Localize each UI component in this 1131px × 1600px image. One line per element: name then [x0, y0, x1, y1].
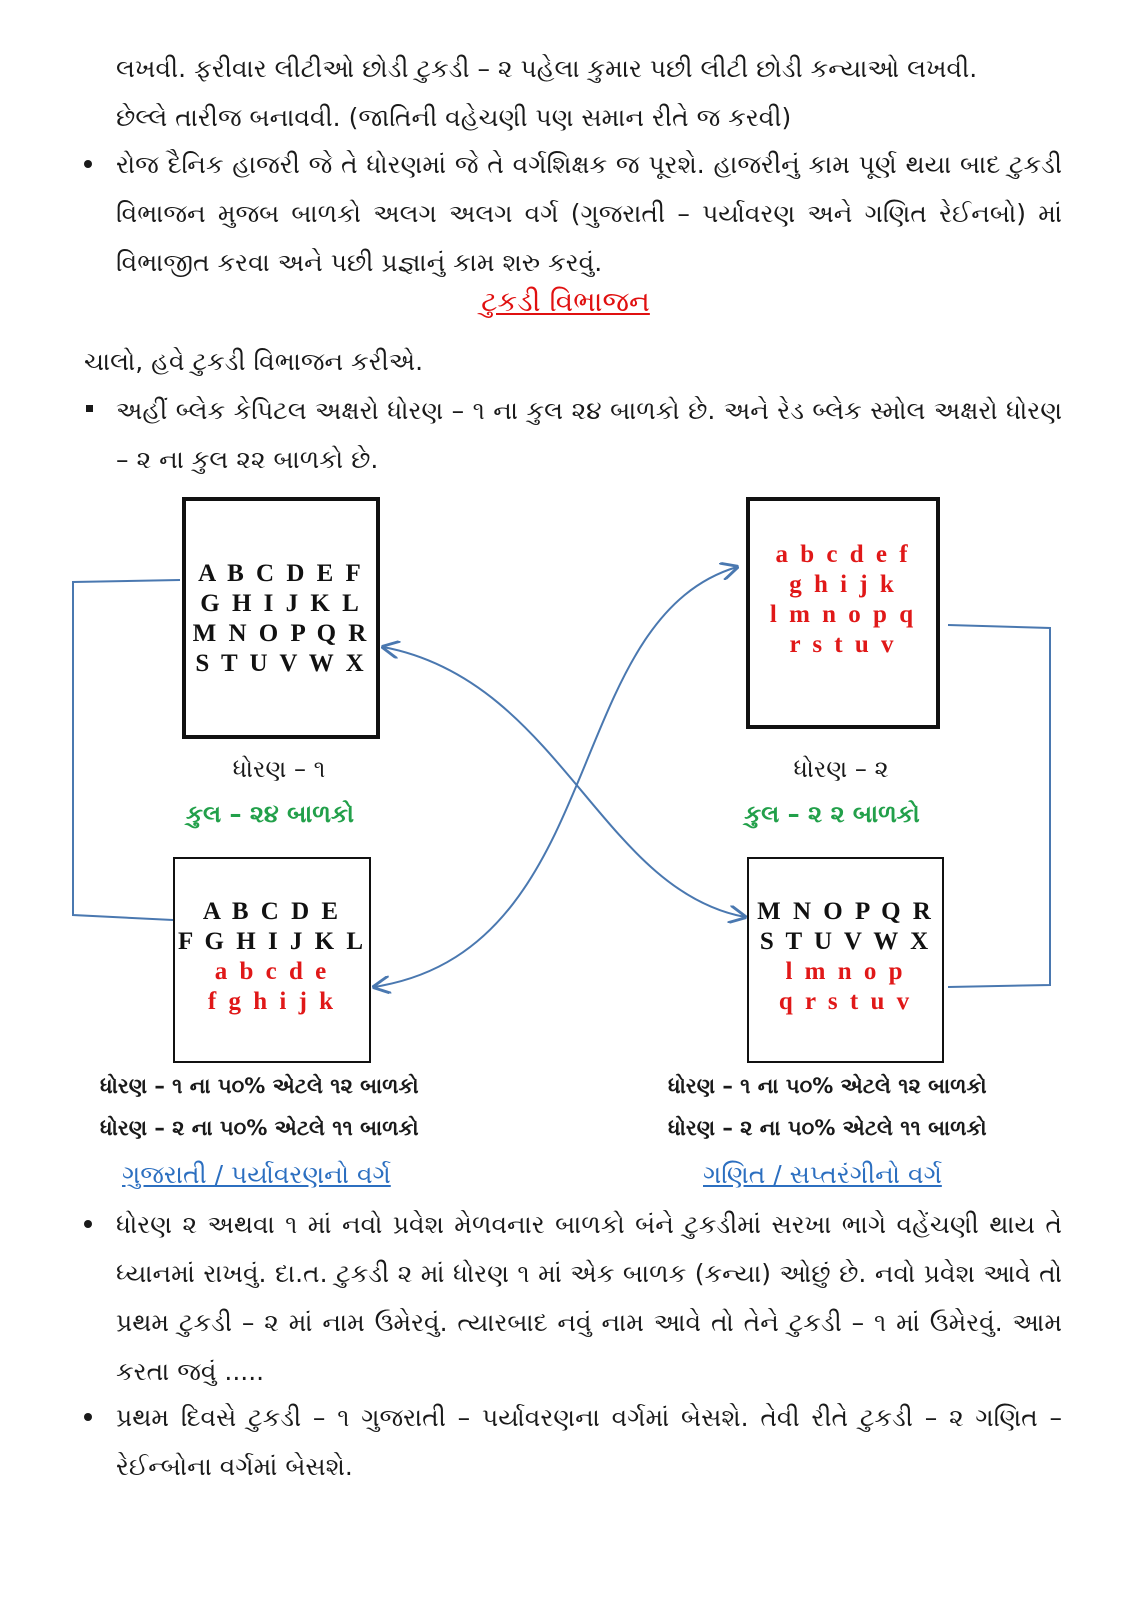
std2-total: કુલ – ૨ ૨ બાળકો: [744, 800, 920, 828]
students-paragraph: અહીં બ્લેક કેપિટલ અક્ષરો ધોરણ – ૧ ના કુલ ૨૪ બાળકો છે. અને રેડ બ્લેક સ્મોલ અક્ષરો ધોરણ – ૨ ના કુલ ૨૨ બાળકો છે.: [116, 396, 1062, 474]
group1-row: f g h i j k: [207, 988, 337, 1015]
std2-box: [746, 497, 940, 729]
left-bracket-connector: [73, 580, 180, 920]
group2-pct-line: ધોરણ – ૧ ના ૫૦% એટલે ૧૨ બાળકો: [668, 1074, 987, 1098]
group2-class-name: ગણિત / સપ્તરંગીનો વર્ગ: [703, 1160, 942, 1189]
group2-box: [747, 857, 944, 1063]
group2-row: S T U V W X: [759, 928, 932, 955]
std2-label: ધોરણ – ૨: [793, 755, 889, 783]
right-bracket-connector: [948, 625, 1050, 987]
group2-row: l m n o p: [785, 958, 906, 985]
intro-line-2: છેલ્લે તારીજ બનાવવી. (જાતિની વહેચણી પણ સમાન રીતે જ કરવી): [116, 103, 792, 132]
lead-text: ચાલો, હવે ટુકડી વિભાજન કરીએ.: [84, 347, 424, 376]
std2-row: r s t u v: [789, 631, 897, 658]
first-day-paragraph: પ્રથમ દિવસે ટુકડી – ૧ ગુજરાતી – પર્યાવરણના વર્ગમાં બેસશે. તેવી રીતે ટુકડી – ૨ ગણિત – રેઈન્બોના વર્ગમાં બેસશે.: [116, 1403, 1062, 1481]
std1-row: S T U V W X: [195, 650, 367, 677]
group2-row: q r s t u v: [778, 988, 913, 1015]
new-admission-paragraph: ધોરણ ૨ અથવા ૧ માં નવો પ્રવેશ મેળવનાર બાળકો બંને ટુકડીમાં સરખા ભાગે વહેંચણી થાય તે ધ્યાનમાં રાખવું. દા.ત. ટુકડી ૨ માં ધોરણ ૧ માં એક બાળક (કન્યા) ઓછું છે. નવો પ્રવેશ આવે તો પ્રથમ ટુકડી – ૨ માં નામ ઉમેરવું. ત્યારબાદ નવું નામ આવે તો તેને ટુકડી – ૧ માં ઉમેરવું. આમ કરતા જવું .....: [116, 1210, 1062, 1386]
std2-row: a b c d e f: [775, 541, 911, 568]
arrow-std2-to-group1: [374, 567, 737, 987]
group1-pct-line: ધોરણ – ૨ ના ૫૦% એટલે ૧૧ બાળકો: [100, 1116, 419, 1140]
std1-row: A B C D E F: [198, 560, 364, 587]
std2-row: l m n o p q: [769, 601, 917, 628]
std1-row: M N O P Q R: [192, 620, 370, 647]
bullet-dot: [84, 1413, 92, 1421]
group1-row: A B C D E: [202, 898, 342, 925]
group2-pct-line: ધોરણ – ૨ ના ૫૦% એટલે ૧૧ બાળકો: [668, 1116, 987, 1140]
std1-total: કુલ – ૨૪ બાળકો: [186, 800, 354, 828]
group1-pct-line: ધોરણ – ૧ ના ૫૦% એટલે ૧૨ બાળકો: [100, 1074, 419, 1098]
group2-row: M N O P Q R: [757, 898, 934, 925]
group1-box: [173, 857, 371, 1063]
group1-row: F G H I J K L: [177, 928, 367, 955]
section-heading: ટુકડી વિભાજન: [481, 285, 650, 318]
group1-row: a b c d e: [214, 958, 330, 985]
arrow-std1-to-group2: [383, 647, 745, 917]
std1-box: [182, 497, 380, 739]
intro-line-1: લખવી. ફરીવાર લીટીઓ છોડી ટુકડી – ૨ પહેલા કુમાર પછી લીટી છોડી કન્યાઓ લખવી.: [116, 54, 978, 83]
std1-row: G H I J K L: [200, 590, 362, 617]
bullet-dot: [84, 1220, 92, 1228]
attendance-paragraph: રોજ દૈનિક હાજરી જે તે ધોરણમાં જે તે વર્ગશિક્ષક જ પૂરશે. હાજરીનું કામ પૂર્ણ થયા બાદ ટુકડી વિભાજન મુજબ બાળકો અલગ અલગ વર્ગ (ગુજરાતી – પર્યાવરણ અને ગણિત રેઈનબો) માં વિભાજીત કરવા અને પછી પ્રજ્ઞાનું કામ શરુ કરવું.: [116, 150, 1062, 277]
std2-row: g h i j k: [789, 571, 897, 598]
group1-class-name: ગુજરાતી / પર્યાવરણનો વર્ગ: [122, 1160, 391, 1189]
std1-label: ધોરણ – ૧: [232, 755, 326, 783]
